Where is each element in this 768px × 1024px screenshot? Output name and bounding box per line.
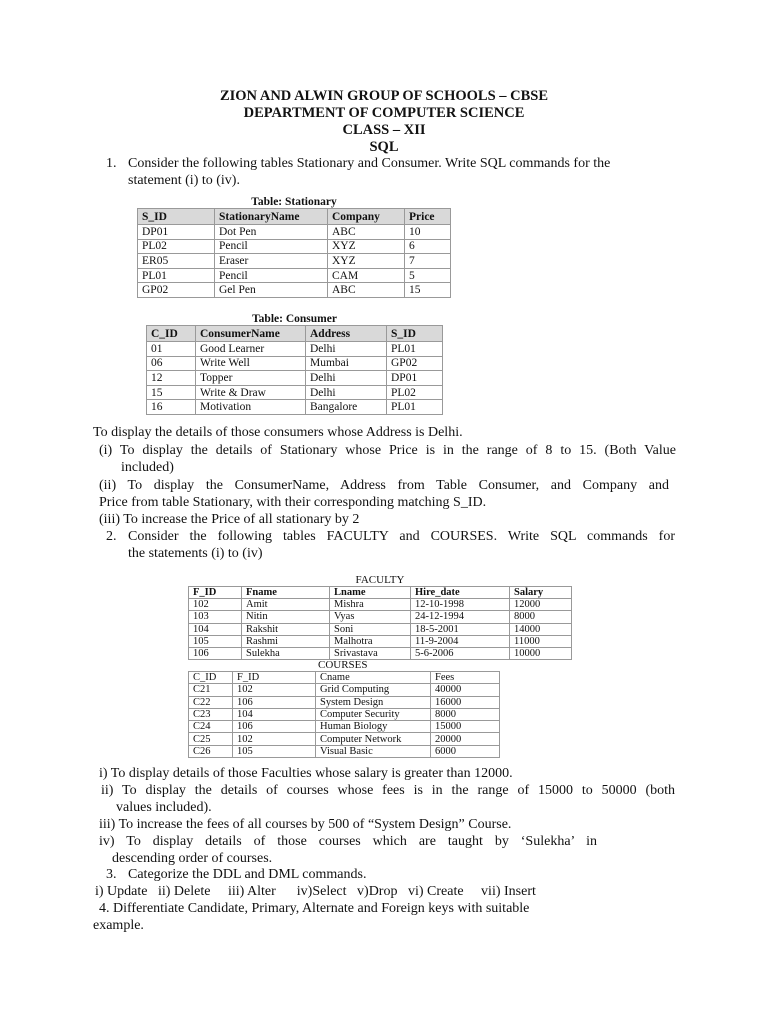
table-row bbox=[138, 239, 451, 254]
table-row bbox=[147, 356, 443, 371]
q2-statement-4-line2: descending order of courses. bbox=[112, 851, 273, 866]
q1-statement-3: (iii) To increase the Price of all stationary by 2 bbox=[99, 512, 360, 527]
table-cell: Topper bbox=[196, 371, 306, 386]
q4-text-line2: example. bbox=[93, 918, 144, 933]
table-cell: XYZ bbox=[328, 239, 405, 254]
column-header: S_ID bbox=[387, 326, 443, 342]
column-header: F_ID bbox=[189, 587, 242, 599]
table-cell: 12000 bbox=[510, 599, 572, 611]
table-cell: Soni bbox=[330, 623, 411, 635]
table-cell: 8000 bbox=[431, 708, 500, 720]
table-cell: Rakshit bbox=[242, 623, 330, 635]
table-cell: DP01 bbox=[387, 371, 443, 386]
table-cell: Malhotra bbox=[330, 635, 411, 647]
column-header: Salary bbox=[510, 587, 572, 599]
table-cell: C22 bbox=[189, 696, 233, 708]
table-cell: Grid Computing bbox=[316, 684, 431, 696]
table-cell: 11000 bbox=[510, 635, 572, 647]
q2-statement-4-line1: iv) To display details of those courses which are taught by ‘Sulekha’ in bbox=[99, 834, 597, 849]
subject-title: SQL bbox=[369, 139, 399, 155]
faculty-table-block bbox=[188, 574, 572, 660]
table-cell: 06 bbox=[147, 356, 196, 371]
table-cell: 104 bbox=[233, 708, 316, 720]
q4-text-line1: 4. Differentiate Candidate, Primary, Alternate and Foreign keys with suitable bbox=[99, 901, 530, 916]
column-header: S_ID bbox=[138, 209, 215, 225]
table-row bbox=[189, 721, 500, 733]
table-cell: 6 bbox=[405, 239, 451, 254]
faculty-table bbox=[188, 586, 572, 660]
table-cell: PL02 bbox=[387, 385, 443, 400]
table-header-row bbox=[189, 587, 572, 599]
table-cell: 24-12-1994 bbox=[411, 611, 510, 623]
table-cell: Sulekha bbox=[242, 648, 330, 660]
table-cell: 7 bbox=[405, 254, 451, 269]
column-header: Lname bbox=[330, 587, 411, 599]
q1-statement-1-line2: included) bbox=[121, 460, 174, 475]
q2-number: 2. bbox=[106, 529, 117, 544]
q2-text-line2: the statements (i) to (iv) bbox=[128, 546, 263, 561]
courses-table-block bbox=[188, 659, 500, 758]
q1-statement-0: To display the details of those consumers whose Address is Delhi. bbox=[93, 425, 463, 440]
q3-text: Categorize the DDL and DML commands. bbox=[128, 867, 367, 882]
class-title: CLASS – XII bbox=[342, 122, 426, 138]
table-row bbox=[138, 225, 451, 240]
table-cell: PL01 bbox=[387, 342, 443, 357]
table-cell: 106 bbox=[189, 648, 242, 660]
table-cell: ABC bbox=[328, 225, 405, 240]
q1-statement-2-line1: (ii) To display the ConsumerName, Address from Table Consumer, and Company and bbox=[99, 478, 669, 493]
table-cell: PL02 bbox=[138, 239, 215, 254]
table-cell: 15 bbox=[147, 385, 196, 400]
column-header: F_ID bbox=[233, 672, 316, 684]
table-row bbox=[189, 745, 500, 757]
table-cell: Nitin bbox=[242, 611, 330, 623]
table-row bbox=[138, 268, 451, 283]
table-cell: XYZ bbox=[328, 254, 405, 269]
column-header: C_ID bbox=[189, 672, 233, 684]
column-header: Company bbox=[328, 209, 405, 225]
table-cell: 104 bbox=[189, 623, 242, 635]
table-cell: 8000 bbox=[510, 611, 572, 623]
table-cell: Pencil bbox=[215, 268, 328, 283]
table-row bbox=[189, 611, 572, 623]
column-header: Price bbox=[405, 209, 451, 225]
q3-command-list: i) Update ii) Delete iii) Alter iv)Select v)Drop vi) Create vii) Insert bbox=[95, 884, 536, 899]
table-cell: Amit bbox=[242, 599, 330, 611]
table-cell: 15000 bbox=[431, 721, 500, 733]
table-cell: Motivation bbox=[196, 400, 306, 415]
table-row bbox=[189, 623, 572, 635]
table-cell: GP02 bbox=[138, 283, 215, 298]
table-cell: 16000 bbox=[431, 696, 500, 708]
table-cell: 20000 bbox=[431, 733, 500, 745]
table-cell: 10000 bbox=[510, 648, 572, 660]
table-cell: 6000 bbox=[431, 745, 500, 757]
stationary-table bbox=[137, 208, 451, 298]
table-cell: Computer Security bbox=[316, 708, 431, 720]
table-row bbox=[189, 635, 572, 647]
column-header: Fname bbox=[242, 587, 330, 599]
table-cell: Pencil bbox=[215, 239, 328, 254]
table-cell: Mishra bbox=[330, 599, 411, 611]
department-title: DEPARTMENT OF COMPUTER SCIENCE bbox=[243, 105, 525, 121]
column-header: Fees bbox=[431, 672, 500, 684]
q2-statement-3: iii) To increase the fees of all courses by 500 of “System Design” Course. bbox=[99, 817, 512, 832]
table-cell: Good Learner bbox=[196, 342, 306, 357]
courses-table bbox=[188, 671, 500, 758]
table-cell: 105 bbox=[189, 635, 242, 647]
table-cell: 15 bbox=[405, 283, 451, 298]
table-row bbox=[147, 342, 443, 357]
q1-statement-1-line1: (i) To display the details of Stationary whose Price is in the range of 8 to 15. (Both Value bbox=[99, 443, 676, 458]
table-cell: Eraser bbox=[215, 254, 328, 269]
table-cell: Mumbai bbox=[306, 356, 387, 371]
table-cell: DP01 bbox=[138, 225, 215, 240]
q2-statement-1: i) To display details of those Faculties whose salary is greater than 12000. bbox=[99, 766, 513, 781]
table-cell: ER05 bbox=[138, 254, 215, 269]
table-cell: Write Well bbox=[196, 356, 306, 371]
table-cell: System Design bbox=[316, 696, 431, 708]
q1-text-line1: Consider the following tables Stationary and Consumer. Write SQL commands for the bbox=[128, 156, 611, 171]
table-cell: 103 bbox=[189, 611, 242, 623]
table-header-row bbox=[189, 672, 500, 684]
table-row bbox=[147, 400, 443, 415]
table-cell: C24 bbox=[189, 721, 233, 733]
table-cell: GP02 bbox=[387, 356, 443, 371]
table-row bbox=[189, 599, 572, 611]
q2-statement-2-line1: ii) To display the details of courses whose fees is in the range of 15000 to 50000 (both bbox=[101, 783, 675, 798]
table-cell: 102 bbox=[233, 733, 316, 745]
q2-statement-2-line2: values included). bbox=[116, 800, 212, 815]
table-header-row bbox=[138, 209, 451, 225]
table-cell: 11-9-2004 bbox=[411, 635, 510, 647]
consumer-table-caption: Table: Consumer bbox=[252, 313, 337, 325]
table-cell: 5 bbox=[405, 268, 451, 283]
table-cell: Dot Pen bbox=[215, 225, 328, 240]
table-row bbox=[189, 696, 500, 708]
table-cell: 16 bbox=[147, 400, 196, 415]
table-cell: C23 bbox=[189, 708, 233, 720]
table-row bbox=[138, 283, 451, 298]
table-cell: C26 bbox=[189, 745, 233, 757]
table-cell: Rashmi bbox=[242, 635, 330, 647]
table-cell: Gel Pen bbox=[215, 283, 328, 298]
table-cell: Vyas bbox=[330, 611, 411, 623]
column-header: C_ID bbox=[147, 326, 196, 342]
table-cell: Bangalore bbox=[306, 400, 387, 415]
column-header: Hire_date bbox=[411, 587, 510, 599]
q1-number: 1. bbox=[106, 156, 117, 171]
column-header: Cname bbox=[316, 672, 431, 684]
table-row bbox=[189, 708, 500, 720]
table-cell: Delhi bbox=[306, 385, 387, 400]
table-row bbox=[189, 733, 500, 745]
table-header-row bbox=[147, 326, 443, 342]
column-header: ConsumerName bbox=[196, 326, 306, 342]
table-cell: Computer Network bbox=[316, 733, 431, 745]
table-cell: Write & Draw bbox=[196, 385, 306, 400]
courses-table-caption: COURSES bbox=[318, 659, 368, 671]
table-cell: Delhi bbox=[306, 371, 387, 386]
q1-text-line2: statement (i) to (iv). bbox=[128, 173, 240, 188]
table-cell: 10 bbox=[405, 225, 451, 240]
table-cell: 01 bbox=[147, 342, 196, 357]
table-cell: 5-6-2006 bbox=[411, 648, 510, 660]
table-cell: Human Biology bbox=[316, 721, 431, 733]
q3-number: 3. bbox=[106, 867, 117, 882]
table-cell: 102 bbox=[189, 599, 242, 611]
table-cell: 106 bbox=[233, 696, 316, 708]
table-cell: 102 bbox=[233, 684, 316, 696]
table-cell: PL01 bbox=[138, 268, 215, 283]
table-row bbox=[138, 254, 451, 269]
table-cell: C21 bbox=[189, 684, 233, 696]
table-cell: C25 bbox=[189, 733, 233, 745]
consumer-table bbox=[146, 325, 443, 415]
q2-text-line1: Consider the following tables FACULTY and COURSES. Write SQL commands for bbox=[128, 529, 675, 544]
stationary-table-block bbox=[137, 196, 451, 298]
table-cell: Visual Basic bbox=[316, 745, 431, 757]
faculty-table-caption: FACULTY bbox=[355, 574, 405, 586]
table-cell: 12 bbox=[147, 371, 196, 386]
table-cell: PL01 bbox=[387, 400, 443, 415]
table-row bbox=[147, 385, 443, 400]
table-cell: Srivastava bbox=[330, 648, 411, 660]
table-cell: 105 bbox=[233, 745, 316, 757]
consumer-table-block bbox=[146, 313, 443, 415]
table-row bbox=[189, 684, 500, 696]
q1-statement-2-line2: Price from table Stationary, with their corresponding matching S_ID. bbox=[99, 495, 487, 510]
column-header: StationaryName bbox=[215, 209, 328, 225]
table-cell: ABC bbox=[328, 283, 405, 298]
table-cell: 18-5-2001 bbox=[411, 623, 510, 635]
table-cell: CAM bbox=[328, 268, 405, 283]
table-row bbox=[147, 371, 443, 386]
table-cell: 14000 bbox=[510, 623, 572, 635]
stationary-table-caption: Table: Stationary bbox=[251, 196, 337, 208]
column-header: Address bbox=[306, 326, 387, 342]
table-cell: 40000 bbox=[431, 684, 500, 696]
table-cell: Delhi bbox=[306, 342, 387, 357]
table-cell: 12-10-1998 bbox=[411, 599, 510, 611]
school-title: ZION AND ALWIN GROUP OF SCHOOLS – CBSE bbox=[219, 88, 549, 104]
table-cell: 106 bbox=[233, 721, 316, 733]
